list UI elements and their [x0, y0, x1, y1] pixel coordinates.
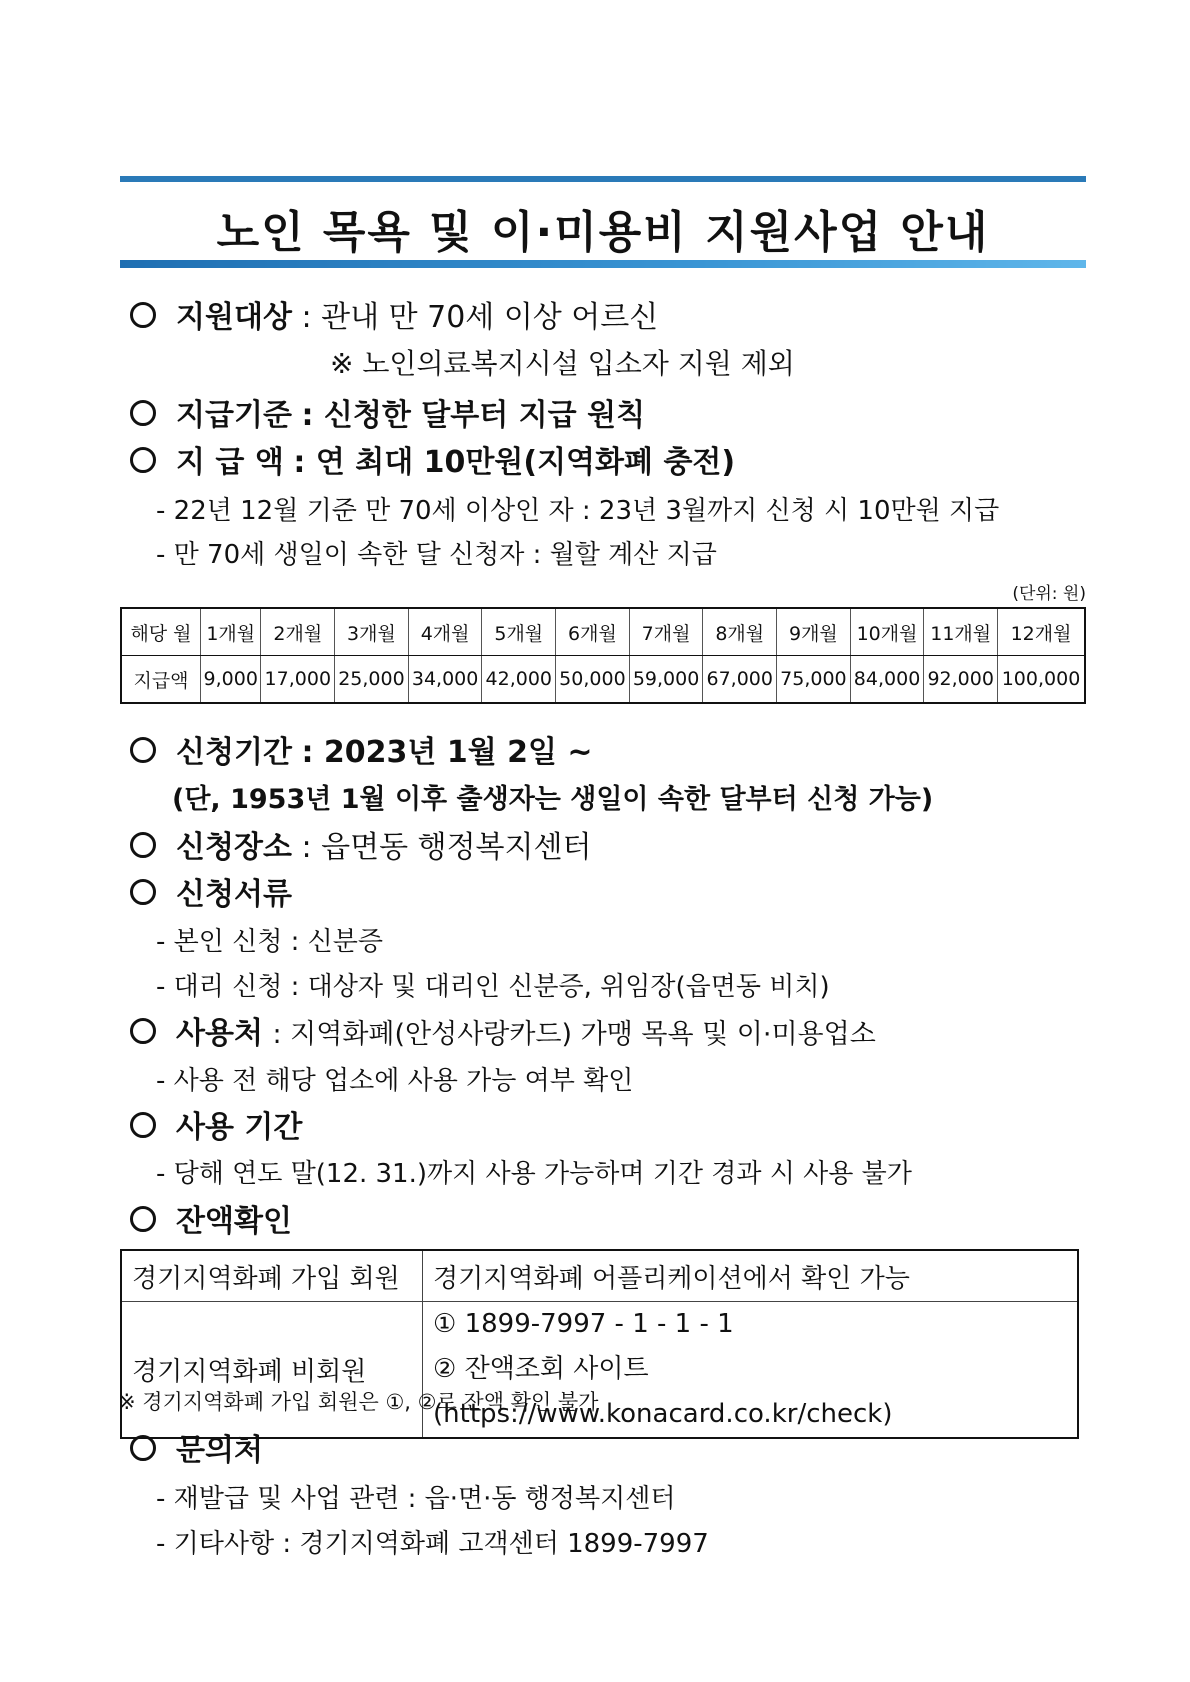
circle-bullet-icon: [130, 302, 156, 328]
usage-note: - 사용 전 해당 업소에 사용 가능 여부 확인: [156, 1066, 634, 1096]
table-cell: 3개월: [335, 608, 409, 656]
section-target: [130, 292, 658, 336]
title-bottom-rule: [120, 260, 1086, 268]
section-label: 신청서류: [176, 877, 292, 912]
table-cell: 59,000: [629, 656, 703, 704]
table-cell: 12개월: [998, 608, 1085, 656]
circle-bullet-icon: [130, 737, 156, 763]
circle-bullet-icon: [130, 1206, 156, 1232]
table-cell: 25,000: [335, 656, 409, 704]
contact-item: - 기타사항 : 경기지역화폐 고객센터 1899-7997: [156, 1529, 709, 1559]
table-row: [121, 656, 1085, 704]
page-title: 노인 목욕 및 이·미용비 지원사업 안내: [216, 207, 990, 258]
table-cell: 67,000: [703, 656, 777, 704]
table-cell: 100,000: [998, 656, 1085, 704]
table-cell: 2개월: [261, 608, 335, 656]
table-cell: 경기지역화폐 어플리케이션에서 확인 가능: [423, 1250, 1079, 1302]
table-row: [121, 1250, 1078, 1302]
table-cell: 17,000: [261, 656, 335, 704]
section-value: : 관내 만 70세 이상 어르신: [301, 300, 659, 335]
section-label: 사용 기간: [176, 1110, 303, 1145]
section-usage-period: [130, 1102, 302, 1146]
table-cell: 75,000: [777, 656, 851, 704]
section-criteria: [130, 390, 645, 434]
section-label: 잔액확인: [176, 1204, 292, 1239]
table-cell: 경기지역화폐 비회원: [121, 1302, 423, 1439]
section-value: : 연 최대 10만원(지역화폐 충전): [293, 445, 736, 480]
section-value: : 읍면동 행정복지센터: [301, 830, 592, 865]
section-value: : 신청한 달부터 지급 원칙: [301, 398, 646, 433]
section-label: 사용처: [176, 1016, 263, 1051]
table-cell: 6개월: [556, 608, 630, 656]
target-note: ※ 노인의료복지시설 입소자 지원 제외: [330, 347, 795, 380]
title-top-rule: [120, 176, 1086, 182]
section-label: 신청장소: [176, 830, 292, 865]
table-cell: 4개월: [408, 608, 482, 656]
circle-bullet-icon: [130, 879, 156, 905]
section-label: 지급기준: [176, 398, 292, 433]
section-label: 지 급 액: [176, 445, 284, 480]
usage-period-note: - 당해 연도 말(12. 31.)까지 사용 가능하며 기간 경과 시 사용 불가: [156, 1159, 912, 1189]
section-place: [130, 822, 591, 866]
table-cell: 8개월: [703, 608, 777, 656]
section-value: : 2023년 1월 2일 ~: [301, 735, 593, 770]
circle-bullet-icon: [130, 832, 156, 858]
table-row: [121, 608, 1085, 656]
section-documents: [130, 869, 292, 913]
balance-method-phone: ① 1899-7997 - 1 - 1 - 1: [433, 1309, 734, 1339]
amount-detail: - 22년 12월 기준 만 70세 이상인 자 : 23년 3월까지 신청 시 10만원 지급: [156, 496, 1000, 526]
table-cell: 9개월: [777, 608, 851, 656]
circle-bullet-icon: [130, 1112, 156, 1138]
table-cell: 9,000: [201, 656, 261, 704]
table-cell: 1개월: [201, 608, 261, 656]
table-cell: 7개월: [629, 608, 703, 656]
section-period: [130, 727, 593, 771]
table-cell: 경기지역화폐 가입 회원: [121, 1250, 423, 1302]
contact-item: - 재발급 및 사업 관련 : 읍·면·동 행정복지센터: [156, 1484, 676, 1514]
circle-bullet-icon: [130, 400, 156, 426]
table-cell: 84,000: [850, 656, 924, 704]
section-label: 문의처: [176, 1433, 263, 1468]
unit-label: (단위: 원): [1012, 584, 1086, 604]
monthly-amount-table: [120, 607, 1086, 704]
table-cell: 11개월: [924, 608, 998, 656]
circle-bullet-icon: [130, 1435, 156, 1461]
table-cell: 92,000: [924, 656, 998, 704]
balance-method-site: ② 잔액조회 사이트(https://www.konacard.co.kr/check): [433, 1354, 893, 1429]
circle-bullet-icon: [130, 1018, 156, 1044]
table-cell: 50,000: [556, 656, 630, 704]
section-amount: [130, 437, 735, 481]
table-cell: [423, 1302, 1079, 1439]
period-note: (단, 1953년 1월 이후 출생자는 생일이 속한 달부터 신청 가능): [172, 784, 934, 815]
table-cell: 42,000: [482, 656, 556, 704]
balance-footnote: ※ 경기지역화폐 가입 회원은 ①, ②로 잔액 확인 불가: [118, 1390, 599, 1414]
section-value: : 지역화폐(안성사랑카드) 가맹 목욕 및 이·미용업소: [272, 1019, 876, 1050]
section-label: 신청기간: [176, 735, 292, 770]
table-cell: 5개월: [482, 608, 556, 656]
table-header-cell: 지급액: [121, 656, 201, 704]
section-contact: [130, 1425, 263, 1469]
section-label: 지원대상: [176, 300, 292, 335]
table-header-cell: 해당 월: [121, 608, 201, 656]
circle-bullet-icon: [130, 447, 156, 473]
section-balance: [130, 1196, 292, 1240]
amount-detail: - 만 70세 생일이 속한 달 신청자 : 월할 계산 지급: [156, 540, 717, 570]
table-cell: 34,000: [408, 656, 482, 704]
table-cell: 10개월: [850, 608, 924, 656]
document-item: - 대리 신청 : 대상자 및 대리인 신분증, 위임장(읍면동 비치): [156, 972, 830, 1002]
section-usage: [130, 1008, 876, 1052]
table-row: [121, 1302, 1078, 1439]
document-item: - 본인 신청 : 신분증: [156, 927, 384, 957]
